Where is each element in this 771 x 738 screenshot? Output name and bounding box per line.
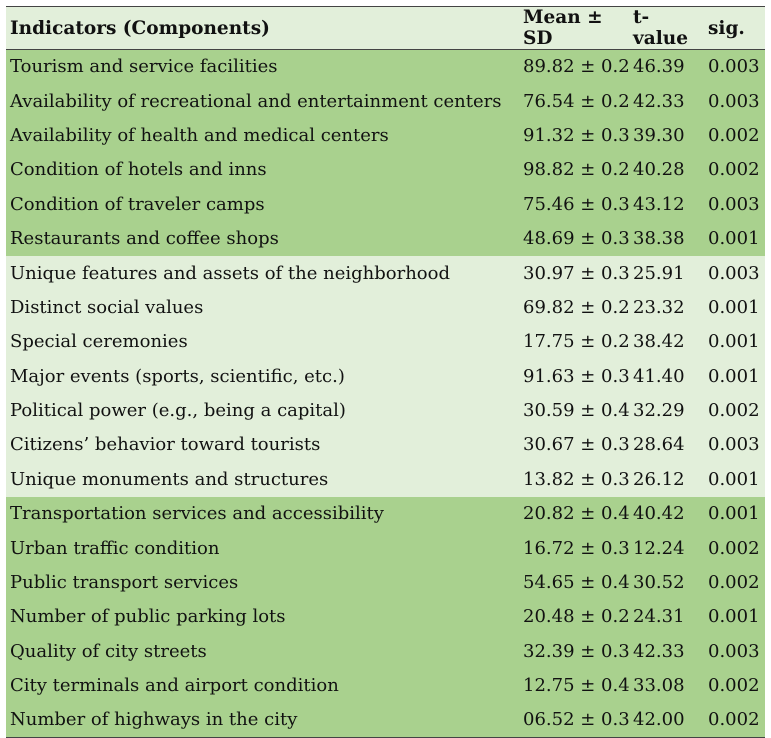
mean-sd-cell: 30.97 ± 0.3 (523, 262, 630, 284)
sig-cell: 0.003 (708, 90, 760, 112)
sig-cell: 0.001 (708, 331, 760, 353)
indicator-cell: Public transport services (10, 572, 239, 594)
header-sig: sig. (708, 17, 745, 39)
indicator-cell: Quality of city streets (10, 640, 207, 662)
mean-sd-cell: 32.39 ± 0.3 (523, 640, 630, 662)
sig-cell: 0.001 (708, 228, 760, 250)
mean-sd-cell: 12.75 ± 0.4 (523, 675, 630, 697)
sig-cell: 0.001 (708, 468, 760, 490)
table-row (6, 669, 765, 703)
t-value-cell: 42.00 (633, 709, 685, 731)
table-row (6, 290, 765, 324)
mean-sd-cell: 06.52 ± 0.3 (523, 709, 630, 731)
t-value-cell: 12.24 (633, 537, 685, 559)
mean-sd-cell: 13.82 ± 0.3 (523, 468, 630, 490)
sig-cell: 0.002 (708, 400, 760, 422)
mean-sd-cell: 91.32 ± 0.3 (523, 124, 630, 146)
t-value-cell: 46.39 (633, 56, 685, 78)
indicator-cell: Availability of health and medical centers (10, 124, 389, 146)
sig-cell: 0.003 (708, 434, 760, 456)
table-row (6, 325, 765, 359)
indicator-cell: Unique monuments and structures (10, 468, 329, 490)
table-row (6, 531, 765, 565)
header-indicators: Indicators (Components) (10, 17, 270, 39)
mean-sd-cell: 20.48 ± 0.2 (523, 606, 630, 628)
table-row (6, 359, 765, 393)
indicator-cell: Distinct social values (10, 296, 204, 318)
indicator-cell: Unique features and assets of the neighborhood (10, 262, 451, 284)
table-row (6, 256, 765, 290)
mean-sd-cell: 91.63 ± 0.3 (523, 365, 630, 387)
indicators-table-container (6, 6, 765, 738)
sig-cell: 0.002 (708, 675, 760, 697)
mean-sd-cell: 17.75 ± 0.2 (523, 331, 630, 353)
table-row (6, 462, 765, 496)
mean-sd-cell: 75.46 ± 0.3 (523, 193, 630, 215)
t-value-cell: 40.28 (633, 159, 685, 181)
t-value-cell: 38.38 (633, 228, 685, 250)
indicator-cell: Number of highways in the city (10, 709, 298, 731)
t-value-cell: 30.52 (633, 572, 685, 594)
indicator-cell: Restaurants and coffee shops (10, 228, 279, 250)
mean-sd-cell: 54.65 ± 0.4 (523, 572, 630, 594)
sig-cell: 0.002 (708, 572, 760, 594)
sig-cell: 0.002 (708, 124, 760, 146)
sig-cell: 0.001 (708, 503, 760, 525)
mean-sd-cell: 69.82 ± 0.2 (523, 296, 630, 318)
sig-cell: 0.003 (708, 262, 760, 284)
t-value-cell: 32.29 (633, 400, 685, 422)
indicator-cell: Political power (e.g., being a capital) (10, 400, 346, 422)
header-mean-sd: Mean ± SD (523, 7, 603, 49)
t-value-cell: 38.42 (633, 331, 685, 353)
mean-sd-cell: 76.54 ± 0.2 (523, 90, 630, 112)
table-row (6, 187, 765, 221)
indicator-cell: City terminals and airport condition (10, 675, 339, 697)
t-value-cell: 42.33 (633, 640, 685, 662)
t-value-cell: 23.32 (633, 296, 685, 318)
t-value-cell: 26.12 (633, 468, 685, 490)
table-row (6, 153, 765, 187)
table-row (6, 565, 765, 599)
indicator-cell: Number of public parking lots (10, 606, 286, 628)
indicator-cell: Transportation services and accessibility (10, 503, 384, 525)
mean-sd-cell: 98.82 ± 0.2 (523, 159, 630, 181)
header-row (6, 7, 765, 50)
mean-sd-cell: 89.82 ± 0.2 (523, 56, 630, 78)
mean-sd-cell: 16.72 ± 0.3 (523, 537, 630, 559)
sig-cell: 0.002 (708, 709, 760, 731)
header-t-value: t-value (633, 7, 688, 49)
indicator-cell: Urban traffic condition (10, 537, 220, 559)
indicator-cell: Condition of hotels and inns (10, 159, 267, 181)
sig-cell: 0.002 (708, 159, 760, 181)
table-row (6, 84, 765, 118)
t-value-cell: 28.64 (633, 434, 685, 456)
indicator-cell: Availability of recreational and entertainment centers (10, 90, 502, 112)
indicators-table (6, 6, 765, 738)
table-row (6, 703, 765, 737)
table-header (6, 7, 765, 50)
t-value-cell: 25.91 (633, 262, 685, 284)
table-row (6, 221, 765, 255)
table-row (6, 428, 765, 462)
t-value-cell: 40.42 (633, 503, 685, 525)
table-row (6, 393, 765, 427)
sig-cell: 0.003 (708, 640, 760, 662)
indicator-cell: Condition of traveler camps (10, 193, 265, 215)
mean-sd-cell: 30.59 ± 0.4 (523, 400, 630, 422)
t-value-cell: 43.12 (633, 193, 685, 215)
t-value-cell: 41.40 (633, 365, 685, 387)
t-value-cell: 42.33 (633, 90, 685, 112)
table-body (6, 50, 765, 738)
indicator-cell: Major events (sports, scientific, etc.) (10, 365, 345, 387)
t-value-cell: 33.08 (633, 675, 685, 697)
sig-cell: 0.001 (708, 296, 760, 318)
sig-cell: 0.002 (708, 537, 760, 559)
sig-cell: 0.001 (708, 606, 760, 628)
mean-sd-cell: 48.69 ± 0.3 (523, 228, 630, 250)
t-value-cell: 39.30 (633, 124, 685, 146)
table-row (6, 50, 765, 84)
mean-sd-cell: 20.82 ± 0.4 (523, 503, 630, 525)
sig-cell: 0.003 (708, 193, 760, 215)
sig-cell: 0.003 (708, 56, 760, 78)
table-row (6, 118, 765, 152)
table-row (6, 497, 765, 531)
indicator-cell: Special ceremonies (10, 331, 188, 353)
table-row (6, 600, 765, 634)
table-row (6, 634, 765, 668)
sig-cell: 0.001 (708, 365, 760, 387)
indicator-cell: Citizens’ behavior toward tourists (10, 434, 321, 456)
t-value-cell: 24.31 (633, 606, 685, 628)
indicator-cell: Tourism and service facilities (10, 56, 278, 78)
mean-sd-cell: 30.67 ± 0.3 (523, 434, 630, 456)
